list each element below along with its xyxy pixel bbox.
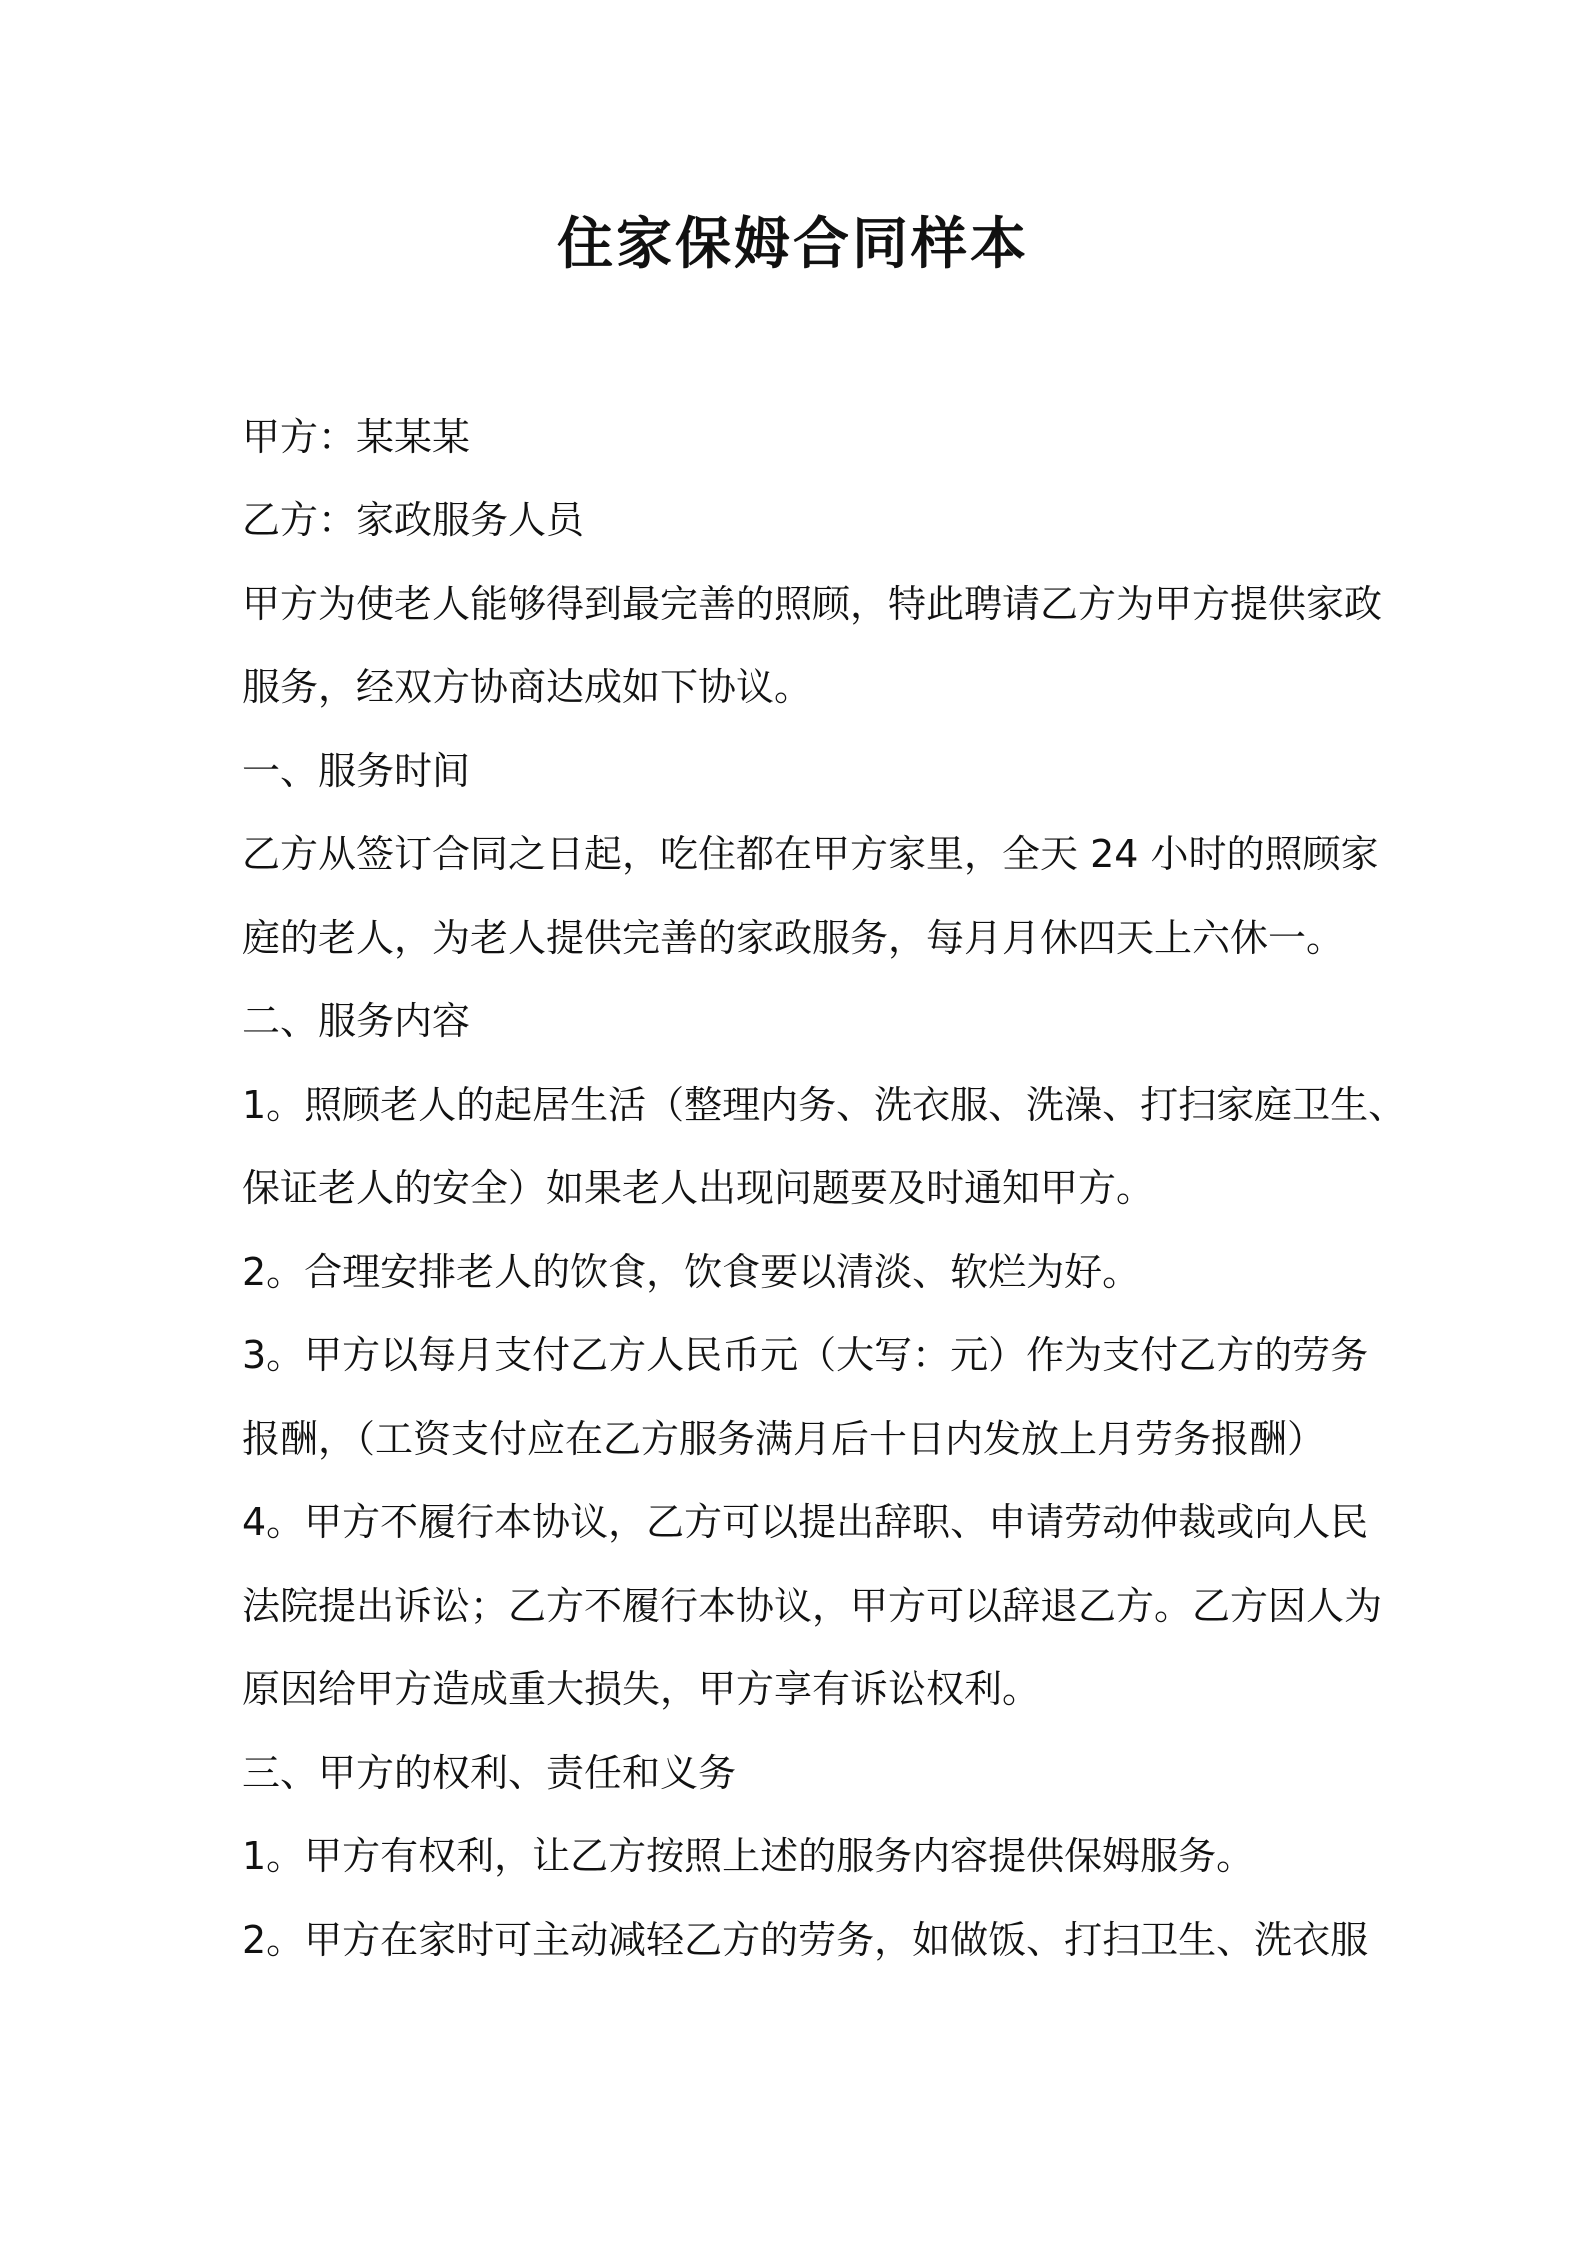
service-time-line-2: 庭的老人，为老人提供完善的家政服务，每月月休四天上六休一。 bbox=[242, 916, 1345, 960]
clause-1-line-1: 1。照顾老人的起居生活（整理内务、洗衣服、洗澡、打扫家庭卫生、 bbox=[242, 1083, 1407, 1127]
clause-2-line-1: 2。合理安排老人的饮食，饮食要以清淡、软烂为好。 bbox=[242, 1250, 1141, 1294]
section-heading-service-content: 二、服务内容 bbox=[242, 999, 471, 1043]
clause-3-line-1: 3。甲方以每月支付乙方人民币元（大写：元）作为支付乙方的劳务 bbox=[242, 1333, 1369, 1377]
section-heading-party-a-rights: 三、甲方的权利、责任和义务 bbox=[242, 1751, 737, 1795]
document-title: 住家保姆合同样本 bbox=[557, 212, 1029, 277]
intro-line-2: 服务，经双方协商达成如下协议。 bbox=[242, 665, 813, 709]
party-b-line: 乙方：家政服务人员 bbox=[242, 498, 585, 542]
clause-4-line-3: 原因给甲方造成重大损失，甲方享有诉讼权利。 bbox=[242, 1667, 1041, 1711]
party-a-line: 甲方：某某某 bbox=[242, 415, 471, 459]
clause-4-line-2: 法院提出诉讼；乙方不履行本协议，甲方可以辞退乙方。乙方因人为 bbox=[242, 1584, 1383, 1628]
rights-clause-1-line-1: 1。甲方有权利，让乙方按照上述的服务内容提供保姆服务。 bbox=[242, 1834, 1255, 1878]
clause-1-line-2: 保证老人的安全）如果老人出现问题要及时通知甲方。 bbox=[242, 1166, 1155, 1210]
service-time-line-1: 乙方从签订合同之日起，吃住都在甲方家里，全天 24 小时的照顾家 bbox=[242, 832, 1379, 876]
section-heading-service-time: 一、服务时间 bbox=[242, 749, 471, 793]
intro-line-1: 甲方为使老人能够得到最完善的照顾，特此聘请乙方为甲方提供家政 bbox=[242, 582, 1383, 626]
clause-4-line-1: 4。甲方不履行本协议，乙方可以提出辞职、申请劳动仲裁或向人民 bbox=[242, 1500, 1369, 1544]
clause-3-line-2: 报酬，（工资支付应在乙方服务满月后十日内发放上月劳务报酬） bbox=[242, 1417, 1326, 1461]
rights-clause-2-line-1: 2。甲方在家时可主动减轻乙方的劳务，如做饭、打扫卫生、洗衣服 bbox=[242, 1918, 1369, 1962]
